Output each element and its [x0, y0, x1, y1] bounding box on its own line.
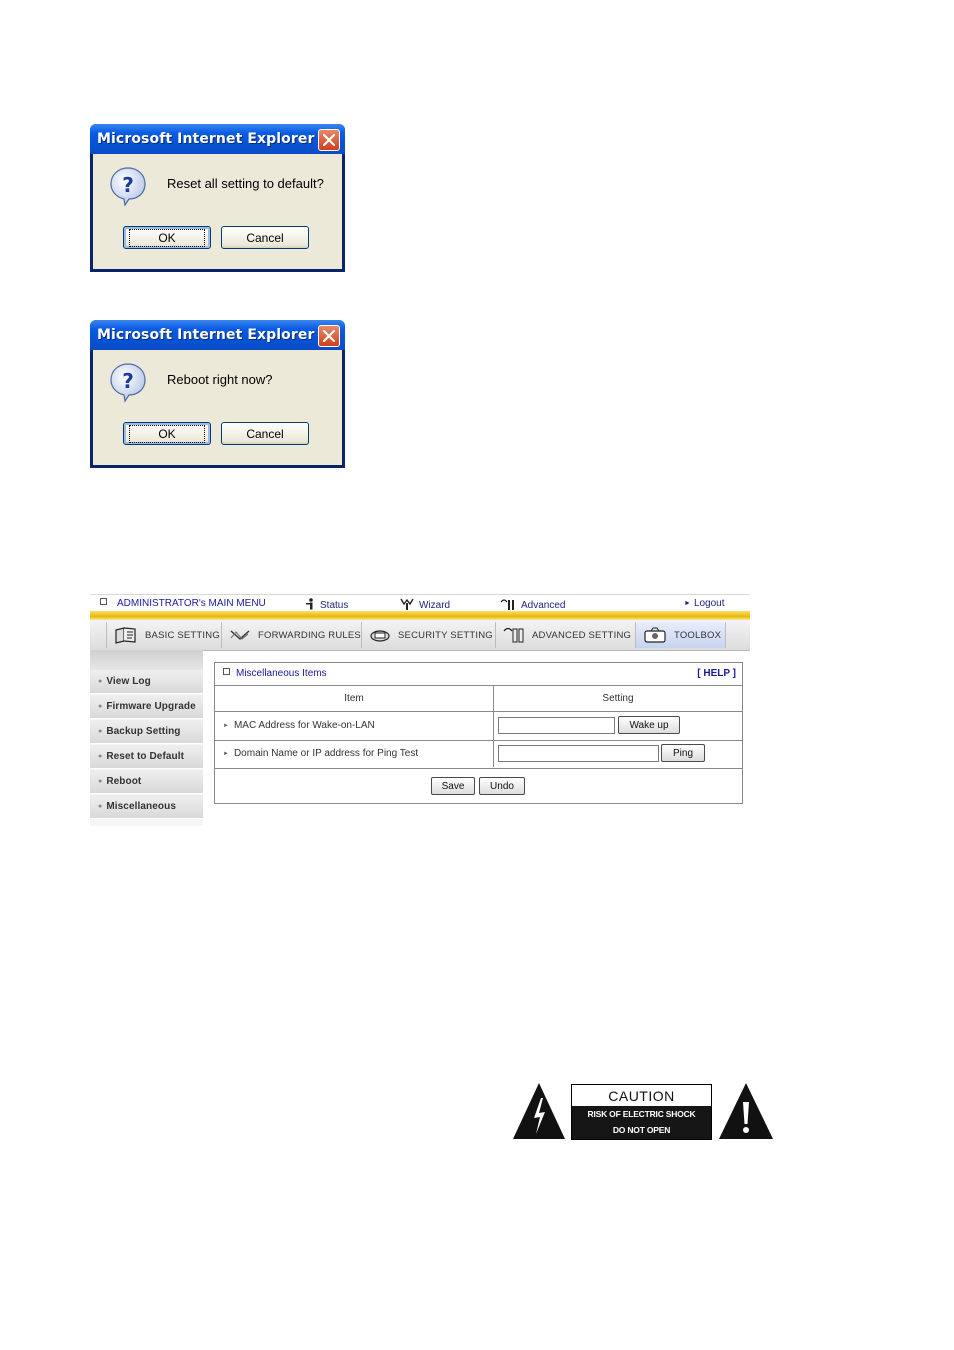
router-admin-screen: [90, 594, 750, 826]
sidebar-item-label: Reboot: [106, 776, 142, 787]
toolbox-icon: [642, 626, 668, 644]
dialog-reset-default: [90, 124, 345, 272]
main-tab-bar: [90, 620, 750, 651]
basic-setting-icon: [113, 626, 139, 644]
top-nav: [90, 594, 750, 612]
tab-label: BASIC SETTING: [145, 629, 220, 641]
status-person-icon: [304, 598, 316, 610]
bullet-icon: ●: [98, 778, 103, 785]
tab-label: ADVANCED SETTING: [532, 629, 632, 641]
save-button[interactable]: Save: [431, 777, 475, 795]
arrow-right-icon: ►: [223, 751, 229, 757]
row-label-text: Domain Name or IP address for Ping Test: [233, 748, 419, 759]
tab-forwarding-rules[interactable]: [222, 622, 362, 648]
caution-warning-text: [572, 1106, 711, 1139]
panel-header: [215, 663, 742, 686]
row-label: [223, 748, 418, 759]
wizard-icon: [400, 598, 414, 610]
admin-main-menu-link[interactable]: [100, 598, 266, 609]
sidebar-header: [90, 650, 203, 670]
caution-title: CAUTION: [608, 1088, 675, 1104]
svg-text:?: ?: [122, 369, 134, 393]
tab-label: FORWARDING RULES: [258, 629, 361, 641]
svg-text:?: ?: [122, 173, 134, 197]
logout-label: Logout: [693, 598, 725, 609]
dialog-title: Microsoft Internet Explorer: [97, 327, 315, 343]
undo-button[interactable]: Undo: [479, 777, 525, 795]
wizard-label: Wizard: [419, 600, 451, 611]
table-row: [215, 712, 742, 741]
panel-title: [223, 668, 327, 679]
lightning-warning-icon: [512, 1082, 566, 1140]
status-link[interactable]: [304, 598, 348, 611]
sidebar-item-view-log[interactable]: [90, 670, 203, 694]
tab-advanced-setting[interactable]: [496, 622, 636, 648]
security-setting-icon: [368, 627, 392, 643]
sidebar-item-backup-setting[interactable]: [90, 720, 203, 744]
tab-label: SECURITY SETTING: [398, 629, 493, 641]
advanced-label: Advanced: [521, 600, 566, 611]
cancel-button[interactable]: Cancel: [221, 226, 309, 249]
row-label: [223, 720, 375, 731]
ok-button-label: OK: [129, 425, 204, 443]
caution-label: [512, 1082, 774, 1140]
admin-menu-label: ADMINISTRATOR's MAIN MENU: [117, 598, 266, 609]
ping-host-input[interactable]: [498, 745, 659, 762]
help-link[interactable]: [ HELP ]: [697, 668, 736, 679]
tab-label: TOOLBOX: [674, 629, 722, 641]
sidebar-item-label: Firmware Upgrade: [106, 701, 196, 712]
dialog-body: [93, 350, 342, 465]
sidebar-item-reset-to-default[interactable]: [90, 745, 203, 769]
exclamation-warning-icon: [718, 1082, 774, 1140]
dialog-reboot: [90, 320, 345, 468]
header-accent-bar: [90, 611, 750, 620]
caution-box: [571, 1084, 712, 1140]
bullet-icon: ●: [98, 753, 103, 760]
logout-link[interactable]: [684, 598, 725, 609]
miscellaneous-panel: [214, 662, 743, 804]
dialog-message: Reset all setting to default?: [167, 176, 324, 191]
dialog-body: [93, 154, 342, 269]
ping-button[interactable]: Ping: [661, 744, 705, 762]
question-icon: [107, 361, 149, 407]
bullet-icon: ●: [98, 678, 103, 685]
close-icon[interactable]: [318, 325, 340, 347]
bullet-icon: ●: [98, 728, 103, 735]
column-header-setting: Setting: [494, 685, 742, 712]
tab-security-setting[interactable]: [362, 622, 496, 648]
cancel-button[interactable]: Cancel: [221, 422, 309, 445]
square-bullet-icon: [100, 598, 107, 605]
status-label: Status: [320, 600, 349, 611]
sidebar-item-miscellaneous[interactable]: [90, 795, 203, 819]
bullet-icon: ●: [98, 703, 103, 710]
ok-button[interactable]: [123, 226, 211, 249]
advanced-setting-icon: [502, 626, 526, 644]
sidebar-item-firmware-upgrade[interactable]: [90, 695, 203, 719]
arrow-right-icon: ►: [223, 723, 229, 729]
forwarding-rules-icon: [228, 626, 252, 644]
tab-basic-setting[interactable]: [106, 622, 222, 648]
wake-up-button[interactable]: Wake up: [618, 716, 680, 734]
dialog-title: Microsoft Internet Explorer: [97, 131, 315, 147]
sidebar-item-label: Reset to Default: [106, 751, 185, 762]
ok-button[interactable]: [123, 422, 211, 445]
mac-address-input[interactable]: [498, 717, 615, 734]
close-icon[interactable]: [318, 129, 340, 151]
ok-button-label: OK: [129, 229, 204, 247]
caution-line-2: DO NOT OPEN: [612, 1125, 671, 1135]
question-icon: [107, 165, 149, 211]
advanced-icon: [500, 598, 518, 610]
arrow-right-icon: ►: [684, 600, 691, 607]
tab-toolbox[interactable]: [636, 622, 726, 648]
panel-title-text: Miscellaneous Items: [236, 668, 327, 679]
bullet-icon: ●: [98, 803, 103, 810]
dialog-message: Reboot right now?: [167, 372, 273, 387]
sidebar-item-label: Miscellaneous: [106, 801, 176, 812]
column-header-item: Item: [215, 685, 493, 712]
wizard-link[interactable]: [400, 598, 450, 611]
dialog-titlebar[interactable]: [90, 124, 345, 154]
dialog-titlebar[interactable]: [90, 320, 345, 350]
sidebar-item-label: View Log: [106, 676, 151, 687]
sidebar-item-label: Backup Setting: [106, 726, 181, 737]
square-bullet-icon: [223, 668, 230, 675]
toolbox-sidebar: [90, 650, 203, 826]
advanced-link[interactable]: [500, 598, 565, 611]
sidebar-item-reboot[interactable]: [90, 770, 203, 794]
table-row: [215, 740, 742, 769]
caution-line-1: RISK OF ELECTRIC SHOCK: [587, 1109, 696, 1119]
row-label-text: MAC Address for Wake-on-LAN: [233, 720, 375, 731]
